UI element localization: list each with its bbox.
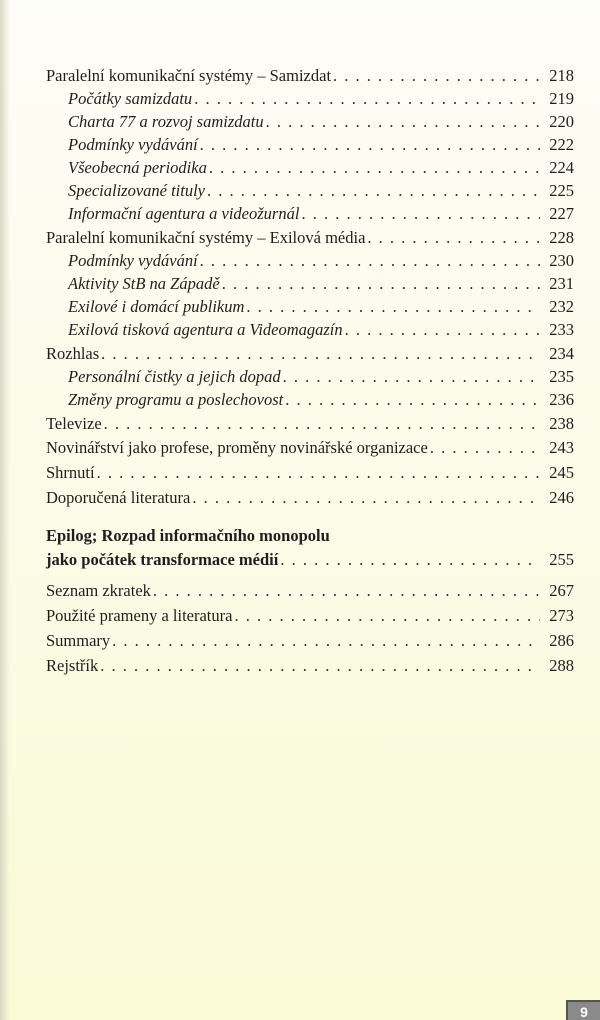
toc-subentry-podminky-exil [68,247,574,269]
toc-entry-page: 222 [549,134,574,154]
toc-entry-title: Změny programu a poslechovost [68,389,284,409]
toc-entry-title: Specializované tituly [68,180,206,200]
toc-entry-title: Exilová tisková agentura a Videomagazín [68,319,343,339]
epilog-title-line2: jako počátek transformace médií [46,549,279,569]
toc-entry-page: 273 [549,605,574,625]
dot-leader [222,276,540,293]
toc-entry-title: Exilové i domácí publikum [68,296,245,316]
toc-entry-page: 243 [549,437,574,457]
toc-entry-page: 230 [549,250,574,270]
dot-leader [207,183,540,200]
toc-entry-title: Rejstřík [46,655,99,675]
toc-entry-title: Summary [46,630,111,650]
toc-entry-page: 234 [549,343,574,363]
toc-epilog-entry [46,546,574,568]
dot-leader [234,608,540,625]
toc-entry-page: 228 [549,227,574,247]
toc-entry-page: 236 [549,389,574,409]
toc-epilog-heading [46,522,574,544]
toc-entry-title: Podmínky vydávání [68,134,198,154]
toc-entry-title: Doporučená literatura [46,487,191,507]
toc-entry-page: 227 [549,203,574,223]
toc-entry-title: Charta 77 a rozvoj samizdatu [68,111,264,131]
toc-entry-title: Informační agentura a videožurnál [68,203,300,223]
toc-subentry-poslechovost [68,386,574,408]
toc-subentry-videomagazin [68,316,574,338]
toc-entry-page: 220 [549,111,574,131]
toc-subentry-specializovane [68,177,574,199]
toc-entry-title: Seznam zkratek [46,580,151,600]
toc-entry-title: Všeobecná periodika [68,157,207,177]
toc-entry-title: Aktivity StB na Západě [68,273,220,293]
dot-leader [246,299,540,316]
toc-entry-title: Novinářství jako profese, proměny novinářské organizace [46,437,428,457]
toc-entry-page: 288 [549,655,574,675]
dot-leader [153,583,540,600]
toc-entry-page: 246 [549,487,574,507]
dot-leader [209,160,540,177]
toc-entry-page: 218 [549,65,574,85]
dot-leader [266,114,540,131]
toc-entry-exilova-media [46,224,574,246]
toc-entry-page: 224 [549,157,574,177]
toc-entry-title: Rozhlas [46,343,100,363]
toc-entry-page: 255 [549,549,574,569]
toc-entry-page: 286 [549,630,574,650]
dot-leader [285,392,540,409]
toc-entry-page: 235 [549,366,574,386]
dot-leader [430,440,540,457]
toc-subentry-agentura [68,200,574,222]
toc-entry-title: Televize [46,413,102,433]
toc-entry-page: 232 [549,296,574,316]
dot-leader [333,68,540,85]
toc-entry-title: Shrnutí [46,462,95,482]
page-number-badge: 9 [566,1000,600,1020]
toc-entry-title: Personální čistky a jejich dopad [68,366,281,386]
dot-leader [192,490,540,507]
dot-leader [283,369,540,386]
toc-subentry-pocatky [68,85,574,107]
toc-entry-page: 233 [549,319,574,339]
toc-entry-title: Použité prameny a literatura [46,605,233,625]
toc-entry-samizdat [46,62,574,84]
toc-subentry-cistky [68,363,574,385]
toc-entry-rejstrik [46,652,574,674]
toc-subentry-publikum [68,293,574,315]
dot-leader [104,416,540,433]
toc-subentry-vseobecna [68,154,574,176]
toc-entry-zkratky [46,577,574,599]
toc-subentry-charta [68,108,574,130]
toc-entry-title: Paralelní komunikační systémy – Samizdat [46,65,332,85]
toc-entry-page: 225 [549,180,574,200]
toc-entry-summary [46,627,574,649]
toc-entry-page: 219 [549,88,574,108]
dot-leader [100,658,540,675]
dot-leader [101,346,540,363]
toc-entry-televize [46,410,574,432]
dot-leader [345,322,540,339]
toc-entry-doporucena [46,484,574,506]
toc-entry-page: 245 [549,462,574,482]
dot-leader [112,633,540,650]
dot-leader [200,137,540,154]
toc-entry-title: Podmínky vydávání [68,250,198,270]
dot-leader [200,253,540,270]
toc-entry-prameny [46,602,574,624]
dot-leader [97,465,540,482]
toc-entry-page: 267 [549,580,574,600]
dot-leader [194,91,540,108]
toc-entry-title: Paralelní komunikační systémy – Exilová média [46,227,366,247]
toc-entry-novinarstvi [46,434,574,456]
toc-subentry-podminky [68,131,574,153]
epilog-title-line1: Epilog; Rozpad informačního monopolu [46,525,330,545]
toc-entry-shrnuti [46,459,574,481]
dot-leader [301,206,540,223]
dot-leader [280,552,540,569]
toc-entry-rozhlas [46,340,574,362]
dot-leader [367,230,540,247]
toc-entry-page: 238 [549,413,574,433]
toc-entry-title: Počátky samizdatu [68,88,193,108]
toc-entry-page: 231 [549,273,574,293]
toc-subentry-aktivity-stb [68,270,574,292]
